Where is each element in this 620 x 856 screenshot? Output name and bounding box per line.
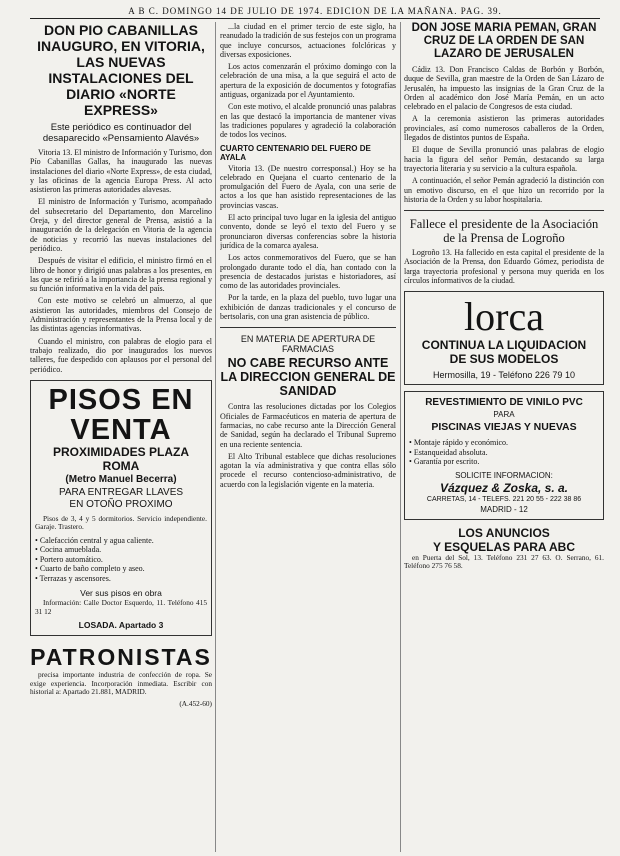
- ad-address: Hermosilla, 19 - Teléfono 226 79 10: [433, 370, 575, 381]
- column-divider: [215, 22, 216, 852]
- ad-info: SOLICITE INFORMACION:: [455, 470, 553, 480]
- ad-title: PISOS EN VENTA: [48, 383, 194, 446]
- list-item: • Cuarto de baño completo y aseo.: [35, 564, 207, 574]
- ad-features-intro: Pisos de 3, 4 y 5 dormitorios. Servicio independiente. Garaje. Trastero.: [35, 513, 207, 532]
- page-header: A B C. DOMINGO 14 DE JULIO DE 1974. EDICION DE LA MAÑANA. PAG. 39.: [30, 4, 600, 19]
- ad-line: PARA: [493, 410, 515, 420]
- ad-lorca: [404, 291, 604, 385]
- section-title: CUARTO CENTENARIO DEL FUERO DE AYALA: [220, 143, 371, 162]
- obituary-text: Logroño 13. Ha fallecido en esta capital el presidente de la Asociación de la Prensa, don Eduardo Gómez, periodista de larga trayectoria profesional y persona muy querida en los círculos informativos de la ciudad.: [404, 248, 604, 286]
- article-paragraph: Después de visitar el edificio, el ministro firmó en el libro de honor y dirigió unas palabras a los presentes, en las que se refirió a la importancia de la prensa regional y su función informativa en la vida del país.: [30, 256, 212, 294]
- ad-address: CARRETAS, 14 - TELEFS. 221 20 55 - 222 38 86: [426, 495, 582, 503]
- article-paragraph: Con este motivo se celebró un almuerzo, al que asistieron las autoridades, miembros del Consejo de Administración y representantes de la Prensa local y de las distintas agencias informativas.: [30, 296, 212, 334]
- ad-delivery: PARA ENTREGAR LLAVES: [58, 486, 184, 498]
- ad-agency: LOSADA. Apartado 3: [78, 620, 164, 631]
- ad-pisos-en-venta: [30, 380, 212, 637]
- news-kicker: EN MATERIA DE APERTURA DE FARMACIAS: [240, 334, 376, 355]
- ad-vinilo: [404, 391, 604, 520]
- ad-anuncios: [404, 526, 604, 571]
- ad-delivery: EN OTOÑO PROXIMO: [69, 498, 173, 510]
- article-paragraph: Los actos comenzarán el próximo domingo con la celebración de una misa, a la que seguirá el acto de apertura de la exposición de documentos y fotografías antiguas, organizada por el Ayuntamiento.: [220, 62, 396, 100]
- ad-title: REVESTIMIENTO DE VINILO PVC: [425, 397, 583, 409]
- ad-line: CONTINUA LA LIQUIDACION: [421, 338, 587, 353]
- article-subhead: Este periódico es continuador del desaparecido «Pensamiento Alavés»: [42, 122, 200, 144]
- article-paragraph: El Alto Tribunal establece que dichas resoluciones agotan la vía administrativa y que contra ellas sólo procede el recurso contencioso-administrativo, de acuerdo con la legislación vigente en la materia.: [220, 451, 396, 489]
- news-headline: NO CABE RECURSO ANTE LA DIRECCION GENERAL DE SANIDAD: [220, 356, 396, 399]
- article-paragraph: ...la ciudad en el primer tercio de este siglo, ha reanudado la tradición de sus festejos con un programa que incluye concursos, actuaciones folclóricas y diversas exposiciones.: [220, 22, 396, 59]
- ad-title: LOS ANUNCIOS: [458, 525, 550, 540]
- ad-bullets: [409, 438, 599, 467]
- article-paragraph: Contra las resoluciones dictadas por los Colegios Oficiales de Farmacéuticos en materia de apertura de farmacias, no cabe recurso ante la Dirección General de Sanidad, según ha declarado el Tribunal Supremo en una reciente sentencia.: [220, 402, 396, 449]
- obituary-headline: Fallece el presidente de la Asociación de la Prensa de Logroño: [409, 217, 599, 246]
- article-paragraph: Cuando el ministro, con palabras de elogio para el trabajo realizado, dio por inaugurados los nuevos talleres, fue despedido con aplausos por el personal del periódico.: [30, 336, 212, 374]
- list-item: • Estanqueidad absoluta.: [409, 448, 599, 458]
- article-paragraph: Los actos conmemorativos del Fuero, que se han prolongado durante todo el día, han contado con la presencia de destacados juristas e historiadores, así como de las autoridades provinciales.: [220, 253, 396, 291]
- article-paragraph: Con este motivo, el alcalde pronunció unas palabras en las que destacó la importancia de mantener vivas las tradiciones populares y agradeció la colaboración de todos los vecinos.: [220, 102, 396, 140]
- article-paragraph: A continuación, el señor Pemán agradeció la distinción con un emotivo discurso, en el que hizo un recorrido por la historia de la Orden y su labor hospitalaria.: [404, 176, 604, 204]
- divider: [220, 327, 396, 328]
- article-paragraph: Vitoria 13. (De nuestro corresponsal.) Hoy se ha celebrado en Quejana el cuarto centenario de la promulgación del Fuero de Ayala, con una serie de actos a los que han asistido representaciones de las provincias vascas.: [220, 163, 396, 210]
- article-headline: DON PIO CABANILLAS INAUGURO, EN VITORIA, LAS NUEVAS INSTALACIONES DEL DIARIO «NORTE EXPRESS»: [37, 22, 205, 118]
- list-item: • Portero automático.: [35, 555, 207, 565]
- list-item: • Montaje rápido y económico.: [409, 438, 599, 448]
- article-paragraph: Vitoria 13. El ministro de Información y Turismo, don Pío Cabanillas Gallas, ha inaugurado las nuevas instalaciones del diario «Norte Express», de esta ciudad, y las oficinas de la agencia Europa Press. Al acto asistieron las primeras autoridades alavesas.: [30, 148, 212, 195]
- list-item: • Calefacción central y agua caliente.: [35, 536, 207, 546]
- ad-line: PISCINAS VIEJAS Y NUEVAS: [431, 421, 577, 434]
- ad-reference: (A.452-60): [179, 698, 212, 708]
- divider: [404, 210, 604, 211]
- ad-title: Y ESQUELAS PARA ABC: [432, 539, 576, 554]
- article-paragraph: El acto principal tuvo lugar en la iglesia del antiguo convento, donde se leyó el texto del Fuero y se pronunciaron diversas conferencias sobre la historia jurídica de la comarca ayalesa.: [220, 213, 396, 250]
- article-headline: DON JOSE MARIA PEMAN, GRAN CRUZ DE LA ORDEN DE SAN LAZARO DE JERUSALEN: [411, 22, 597, 60]
- article-paragraph: El duque de Sevilla pronunció unas palabras de elogio hacia la figura del señor Pemán, destacando su larga trayectoria literaria y su servicio a la cultura española.: [404, 145, 604, 173]
- article-paragraph: Cádiz 13. Don Francisco Caldas de Borbón y Borbón, duque de Sevilla, gran maestre de la Orden de San Lázaro de Jerusalén, ha impuesto las insignias de la Gran Cruz de la Orden al académico don José María Pemán, en un acto celebrado en el palacio de Congresos de esta ciudad.: [404, 65, 604, 112]
- column-divider: [400, 22, 401, 852]
- list-item: • Garantía por escrito.: [409, 457, 599, 467]
- article-paragraph: Por la tarde, en la plaza del pueblo, tuvo lugar una exhibición de danzas tradicionales y el concurso de bertsolaris, con una gran asistencia de público.: [220, 293, 396, 322]
- ad-contact: Información: Calle Doctor Esquerdo, 11. Teléfono 415 31 12: [35, 598, 207, 616]
- ad-text: en Puerta del Sol, 13. Teléfono 231 27 63. O. Serrano, 61. Teléfono 275 76 58.: [404, 552, 604, 571]
- ad-city: MADRID - 12: [480, 504, 528, 514]
- ad-patronistas-text: precisa importante industria de confección de ropa. Se exige experiencia. Incorporación inmediata. Escribir con historial a: Apartado 21.881, MADRID.: [30, 670, 212, 697]
- list-item: • Cocina amueblada.: [35, 545, 207, 555]
- ad-location: PROXIMIDADES PLAZA ROMA: [52, 444, 189, 473]
- ad-features-list: [35, 536, 207, 584]
- column-left: [30, 22, 212, 852]
- article-paragraph: El ministro de Información y Turismo, acompañado del subsecretario del Departamento, don Marcelino Oreja, y del director general de Prensa, asistió a la inauguración de la delegación en Vitoria de la agencia de noticias y recorrió las nuevas instalaciones del periódico.: [30, 197, 212, 253]
- ad-brand: lorca: [464, 294, 544, 340]
- ad-metro: (Metro Manuel Becerra): [65, 473, 177, 485]
- column-middle: [220, 22, 396, 852]
- ad-line: DE SUS MODELOS: [449, 352, 559, 367]
- article-paragraph: A la ceremonia asistieron las primeras autoridades provinciales, así como numerosos caballeros de la Orden, llegados de distintos puntos de España.: [404, 114, 604, 143]
- ad-company: Vázquez & Zoska, s. a.: [439, 480, 569, 495]
- list-item: • Terrazas y ascensores.: [35, 574, 207, 584]
- ad-patronistas-title: PATRONISTAS: [30, 644, 212, 671]
- ad-showing: Ver sus pisos en obra: [80, 588, 162, 599]
- column-right: [404, 22, 604, 852]
